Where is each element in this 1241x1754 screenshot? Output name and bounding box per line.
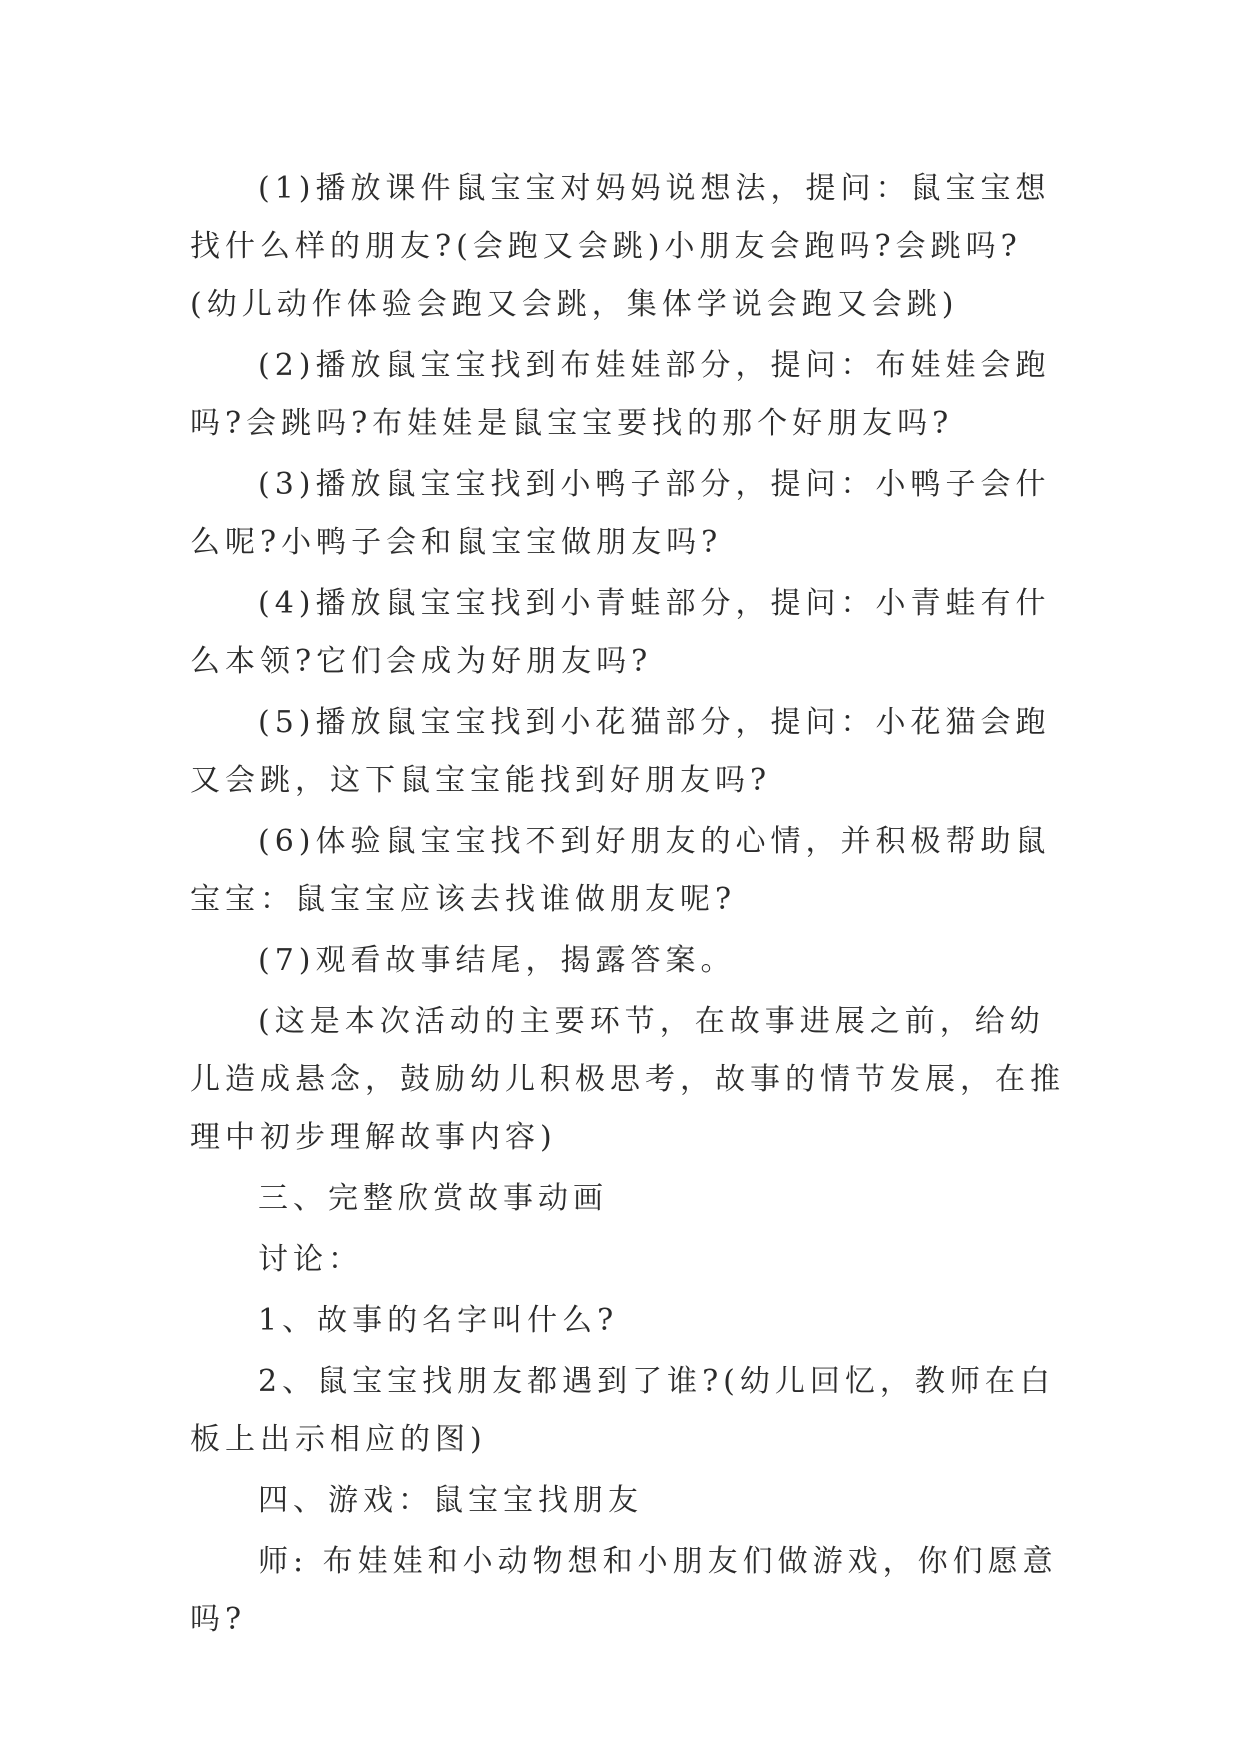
- section-heading-4: 四、游戏：鼠宝宝找朋友: [258, 1483, 643, 1518]
- paragraph-step-7: (7)观看故事结尾，揭露答案。: [258, 943, 736, 978]
- discussion-item-1: 1、故事的名字叫什么?: [258, 1303, 619, 1338]
- discussion-item-2: 2、鼠宝宝找朋友都遇到了谁?(幼儿回忆，教师在白板上出示相应的图): [190, 1364, 1055, 1457]
- section-heading-3: 三、完整欣赏故事动画: [258, 1181, 608, 1216]
- paragraph-step-2: (2)播放鼠宝宝找到布娃娃部分，提问：布娃娃会跑吗?会跳吗?布娃娃是鼠宝宝要找的那个好朋友吗?: [190, 348, 1051, 441]
- document-body: [190, 160, 1070, 1652]
- paragraph-note: (这是本次活动的主要环节，在故事进展之前，给幼儿造成悬念，鼓励幼儿积极思考，故事的情节发展，在推理中初步理解故事内容): [190, 1004, 1065, 1155]
- paragraph-step-3: (3)播放鼠宝宝找到小鸭子部分，提问：小鸭子会什么呢?小鸭子会和鼠宝宝做朋友吗?: [190, 467, 1051, 560]
- paragraph-step-4: (4)播放鼠宝宝找到小青蛙部分，提问：小青蛙有什么本领?它们会成为好朋友吗?: [190, 586, 1051, 679]
- paragraph-step-6: (6)体验鼠宝宝找不到好朋友的心情，并积极帮助鼠宝宝：鼠宝宝应该去找谁做朋友呢?: [190, 824, 1051, 917]
- teacher-line: 师: 布娃娃和小动物想和小朋友们做游戏，你们愿意吗?: [190, 1544, 1058, 1637]
- paragraph-step-5: (5)播放鼠宝宝找到小花猫部分，提问：小花猫会跑又会跳，这下鼠宝宝能找到好朋友吗?: [190, 705, 1051, 798]
- paragraph-step-1: (1)播放课件鼠宝宝对妈妈说想法，提问：鼠宝宝想找什么样的朋友?(会跑又会跳)小朋友会跑吗?会跳吗?(幼儿动作体验会跑又会跳，集体学说会跑又会跳): [190, 171, 1051, 322]
- discussion-label: 讨论：: [258, 1242, 363, 1277]
